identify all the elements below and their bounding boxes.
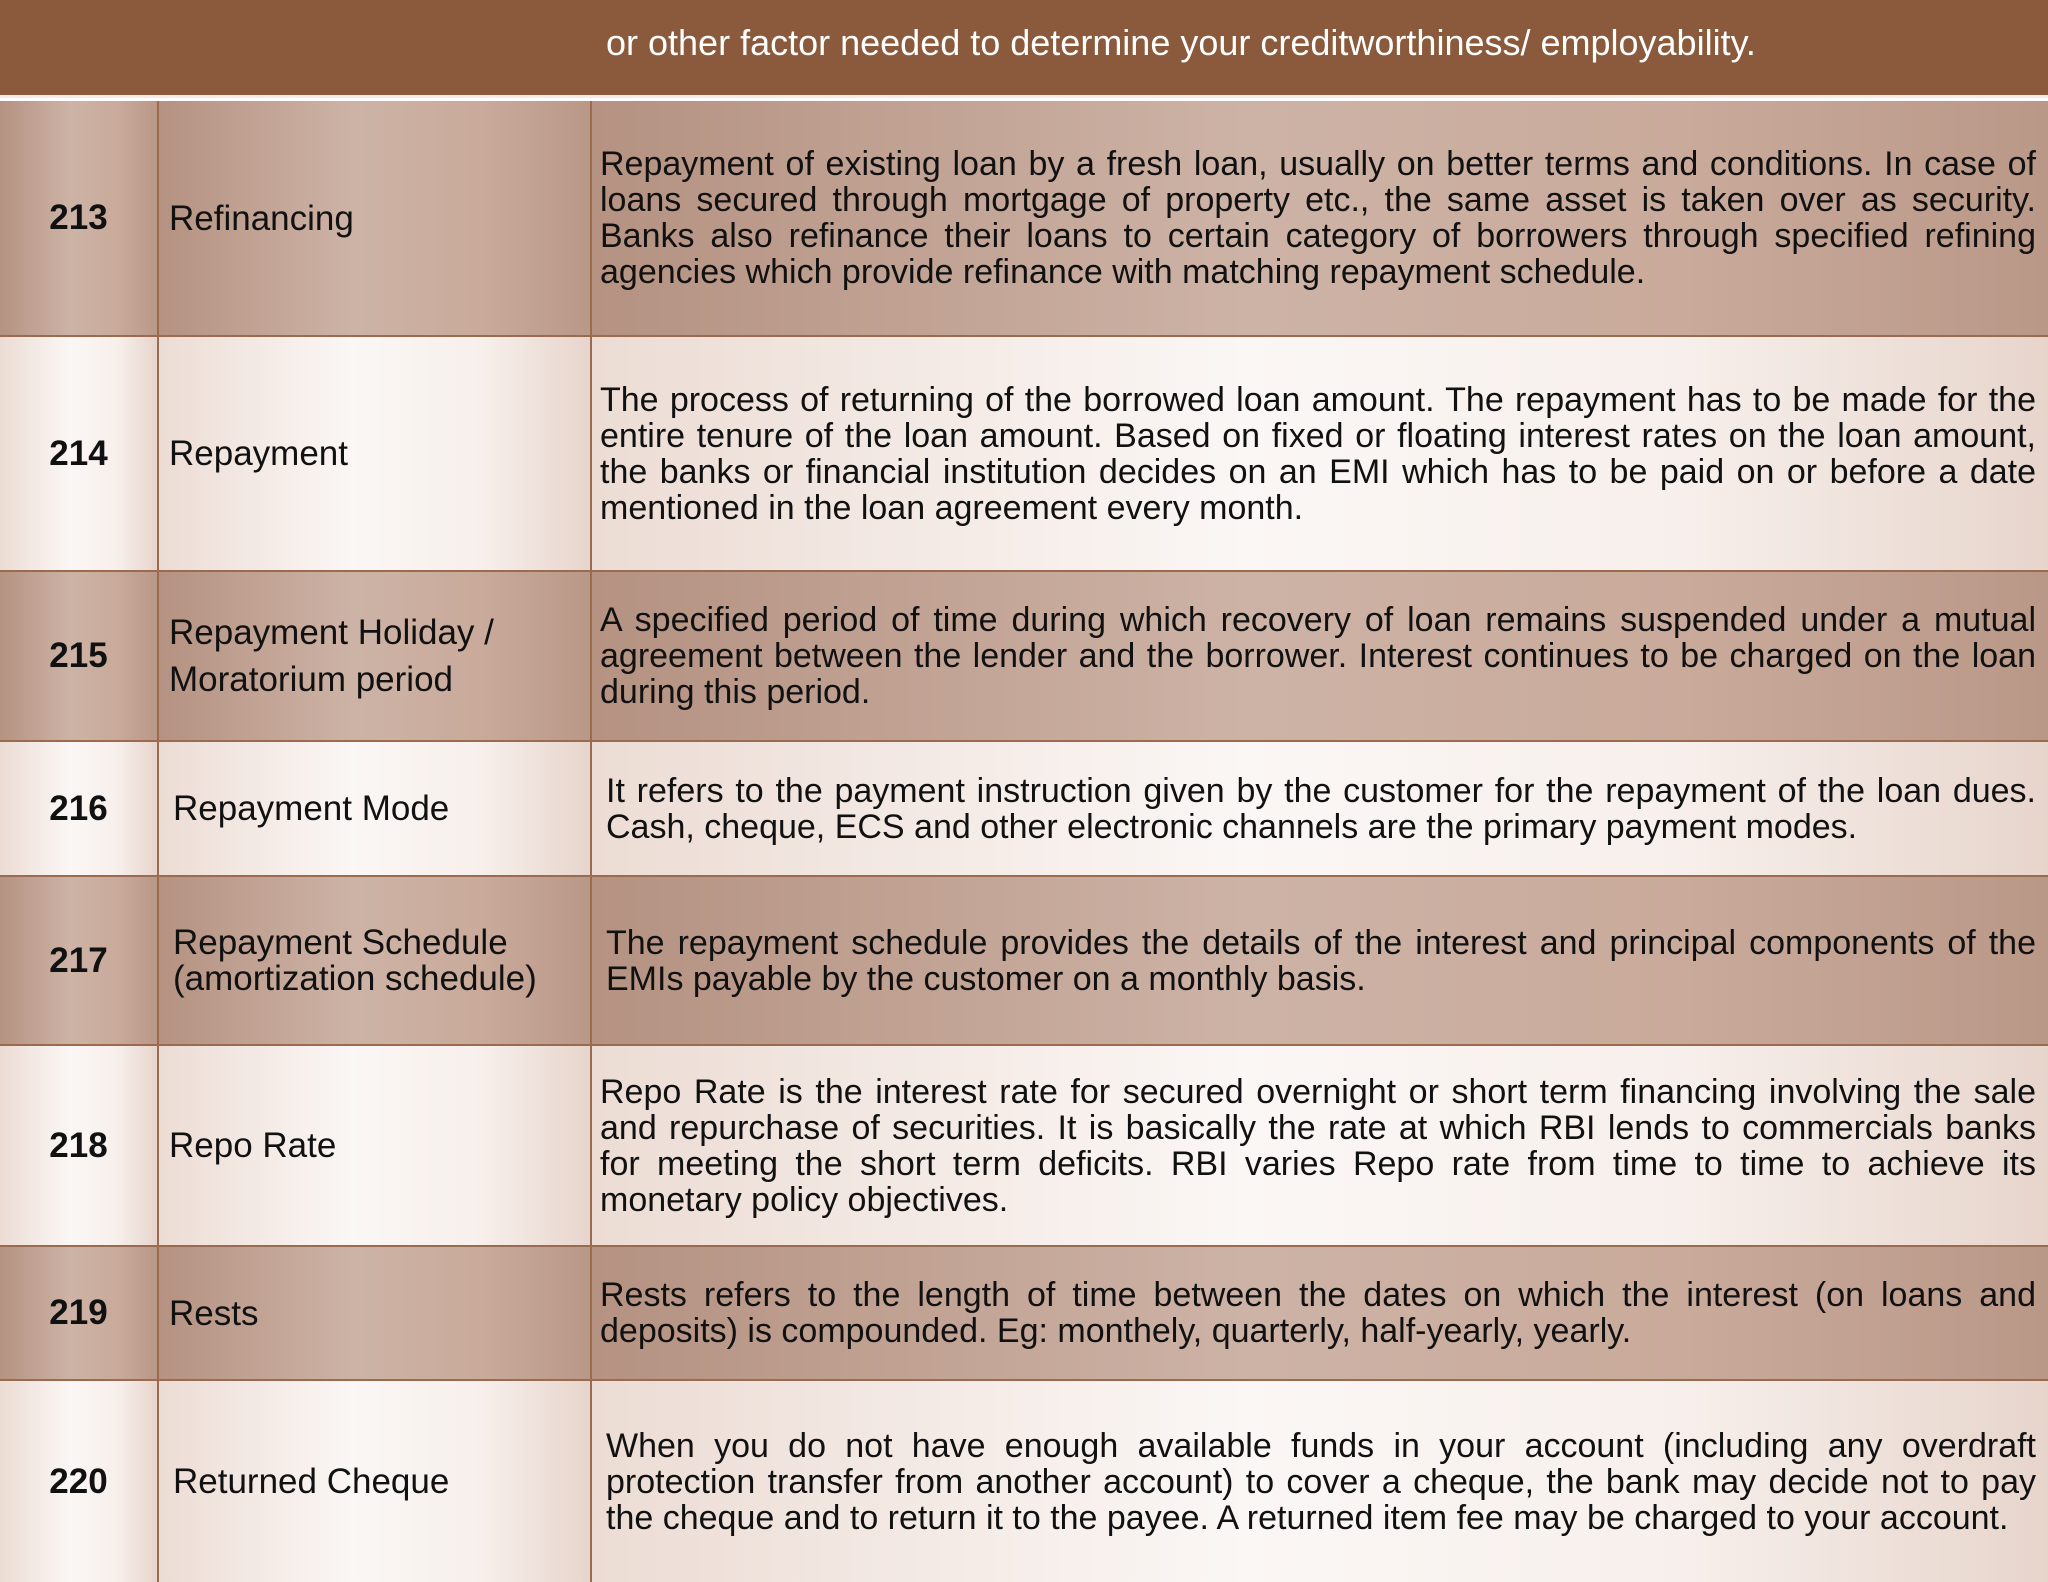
row-definition: A specified period of time during which recovery of loan remains suspended under a mutual agreement between the lender and the borrower. Interest continues to be charged on the loan during this period.: [591, 571, 2048, 741]
table-row: [0, 741, 2048, 876]
row-term: Repayment Mode: [158, 741, 591, 876]
table-row: [0, 876, 2048, 1045]
row-number: 218: [0, 1045, 158, 1246]
table-row: [0, 1246, 2048, 1380]
row-number: 220: [0, 1380, 158, 1582]
header-banner: [0, 0, 2048, 98]
row-definition: Repayment of existing loan by a fresh loan, usually on better terms and conditions. In case of loans secured through mortgage of property etc., the same asset is taken over as security. Banks also refinance their loans to certain category of borrowers through specified refining agencies which provide refinance with matching repayment schedule.: [591, 101, 2048, 336]
table-row: [0, 1380, 2048, 1582]
row-term: Repo Rate: [158, 1045, 591, 1246]
table-row: [0, 336, 2048, 571]
row-number: 215: [0, 571, 158, 741]
row-number: 213: [0, 101, 158, 336]
table-row: [0, 1045, 2048, 1246]
row-definition: When you do not have enough available funds in your account (including any overdraft protection transfer from another account) to cover a cheque, the bank may decide not to pay the cheque and to return it to the payee. A returned item fee may be charged to your account.: [591, 1380, 2048, 1582]
row-term: Returned Cheque: [158, 1380, 591, 1582]
row-number: 219: [0, 1246, 158, 1380]
table-row: [0, 571, 2048, 741]
row-definition: The process of returning of the borrowed loan amount. The repayment has to be made for the entire tenure of the loan amount. Based on fixed or floating interest rates on the loan amount, the banks or financial institution decides on an EMI which has to be paid on or before a date mentioned in the loan agreement every month.: [591, 336, 2048, 571]
row-definition: Rests refers to the length of time between the dates on which the interest (on loans and deposits) is compounded. Eg: monthely, quarterly, half-yearly, yearly.: [591, 1246, 2048, 1380]
banner-text: or other factor needed to determine your creditworthiness/ employability.: [606, 22, 1756, 63]
table-row: [0, 101, 2048, 336]
row-definition: Repo Rate is the interest rate for secured overnight or short term financing involving the sale and repurchase of securities. It is basically the rate at which RBI lends to commercials banks for meeting the short term deficits. RBI varies Repo rate from time to time to achieve its monetary policy objectives.: [591, 1045, 2048, 1246]
row-definition: It refers to the payment instruction given by the customer for the repayment of the loan dues. Cash, cheque, ECS and other electronic channels are the primary payment modes.: [591, 741, 2048, 876]
row-definition: The repayment schedule provides the details of the interest and principal components of the EMIs payable by the customer on a monthly basis.: [591, 876, 2048, 1045]
glossary-table: [0, 101, 2048, 1582]
row-term: Repayment: [158, 336, 591, 571]
row-number: 216: [0, 741, 158, 876]
row-number: 214: [0, 336, 158, 571]
row-term: Repayment Schedule (amortization schedule): [158, 876, 591, 1045]
row-number: 217: [0, 876, 158, 1045]
row-term: Repayment Holiday / Moratorium period: [158, 571, 591, 741]
row-term: Rests: [158, 1246, 591, 1380]
row-term: Refinancing: [158, 101, 591, 336]
